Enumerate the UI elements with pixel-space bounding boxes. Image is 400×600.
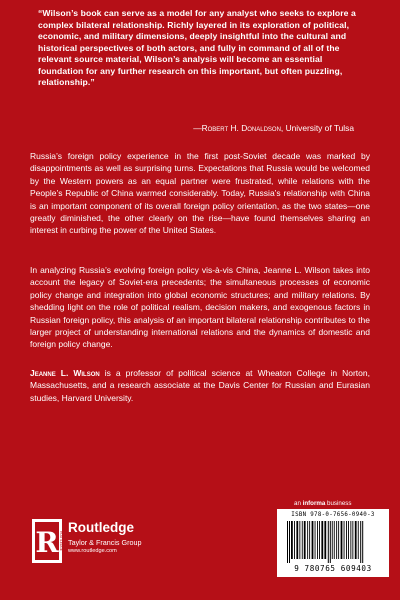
barcode-bar	[346, 521, 347, 559]
barcode-bar	[348, 521, 349, 559]
attribution-dash: —	[193, 123, 202, 133]
barcode-bar	[294, 521, 295, 559]
endorser-affiliation: , University of Tulsa	[280, 123, 354, 133]
publisher-group: Taylor & Francis Group	[68, 538, 142, 547]
barcode-bar	[319, 521, 320, 559]
routledge-logo-icon	[32, 519, 62, 563]
endorsement-attribution	[193, 123, 354, 134]
barcode-bar	[317, 521, 318, 559]
barcode-bar	[289, 521, 290, 563]
barcode-bar	[344, 521, 345, 559]
endorser-name: Robert H. Donaldson	[201, 123, 281, 133]
barcode-bar	[336, 521, 337, 559]
barcode-bar	[362, 521, 363, 563]
barcode-bar	[341, 521, 343, 559]
barcode-digits: 9 780765 609403	[294, 564, 372, 573]
barcode-bar	[287, 521, 288, 563]
barcode-bar	[302, 521, 303, 559]
publisher-block	[68, 521, 142, 555]
barcode-bar	[352, 521, 353, 559]
barcode-bar	[307, 521, 308, 559]
barcode-bar	[338, 521, 339, 559]
description-paragraph-2: In analyzing Russia’s evolving foreign policy vis-à-vis China, Jeanne L. Wilson takes into account the legacy of Soviet-era precedents; the simultaneous processes of economic policy change and integration into global economic structures; and military relations. By shedding light on the role of political realism, decision makers, and exogenous factors in Russian foreign policy, this analysis of an important bilateral relationship contributes to the larger project of understanding international relations and the dynamics of domestic and foreign policy change.	[30, 265, 370, 350]
barcode-bar	[330, 521, 331, 563]
barcode-bar	[332, 521, 333, 559]
endorsement-quote: “Wilson’s book can serve as a model for any analyst who seeks to explore a complex bilateral relationship. Richly layered in its exploration of political, economic, and military dimensions, deeply insightful into the cultural and historical perspectives of both actors, and fully in command of all of the relevant source material, Wilson’s analysis will become an essential foundation for any further research on this important, but often puzzling, relationship.”	[38, 8, 356, 87]
logo-side-text: ROUTLEDGE	[59, 531, 63, 551]
barcode-bar	[360, 521, 361, 563]
barcode-bar	[312, 521, 314, 559]
informa-brand: informa	[302, 500, 326, 507]
business-prefix: an	[294, 500, 303, 507]
business-suffix: business	[325, 500, 352, 507]
barcode-bar	[350, 521, 351, 559]
barcode-bar	[296, 521, 298, 559]
barcode-bar	[304, 521, 306, 559]
barcode-bar	[291, 521, 293, 559]
publisher-name: Routledge	[68, 520, 134, 535]
isbn-barcode	[277, 509, 389, 577]
barcode-bar	[355, 521, 357, 559]
publisher-url: www.routledge.com	[68, 548, 117, 554]
isbn-text: ISBN 978-0-7656-0940-3	[291, 512, 375, 518]
author-bio-text: is a professor of political science at Wheaton College in Norton, Massachusetts, and a research associate at the Davis Center for Russian and Eurasian studies, Harvard University.	[30, 368, 370, 403]
barcode-bar	[309, 521, 310, 559]
barcode-bar	[321, 521, 323, 559]
barcode-bar	[324, 521, 326, 559]
barcode-bar	[299, 521, 300, 559]
barcode-bar	[334, 521, 335, 559]
author-bio	[30, 367, 370, 404]
barcode-bar	[315, 521, 316, 559]
logo-letter: R	[35, 526, 59, 559]
informa-business-line	[294, 500, 351, 507]
barcode-bar	[328, 521, 329, 563]
barcode-bar	[358, 521, 359, 559]
author-name: Jeanne L. Wilson	[30, 368, 100, 378]
description-paragraph-1: Russia’s foreign policy experience in the first post-Soviet decade was marked by disappointments as well as surprising turns. Expectations that Russia would be welcomed by the Western powers as an equal partner were frustrated, while relations with the People’s Republic of China warmed considerably. Today, Russia’s relationship with China is an important component of its overall foreign policy orientation, as the two states—one greatly diminished, the other clearly on the rise—have found themselves sharing an interest in curbing the power of the United States.	[30, 151, 370, 236]
barcode-bars	[287, 521, 379, 563]
